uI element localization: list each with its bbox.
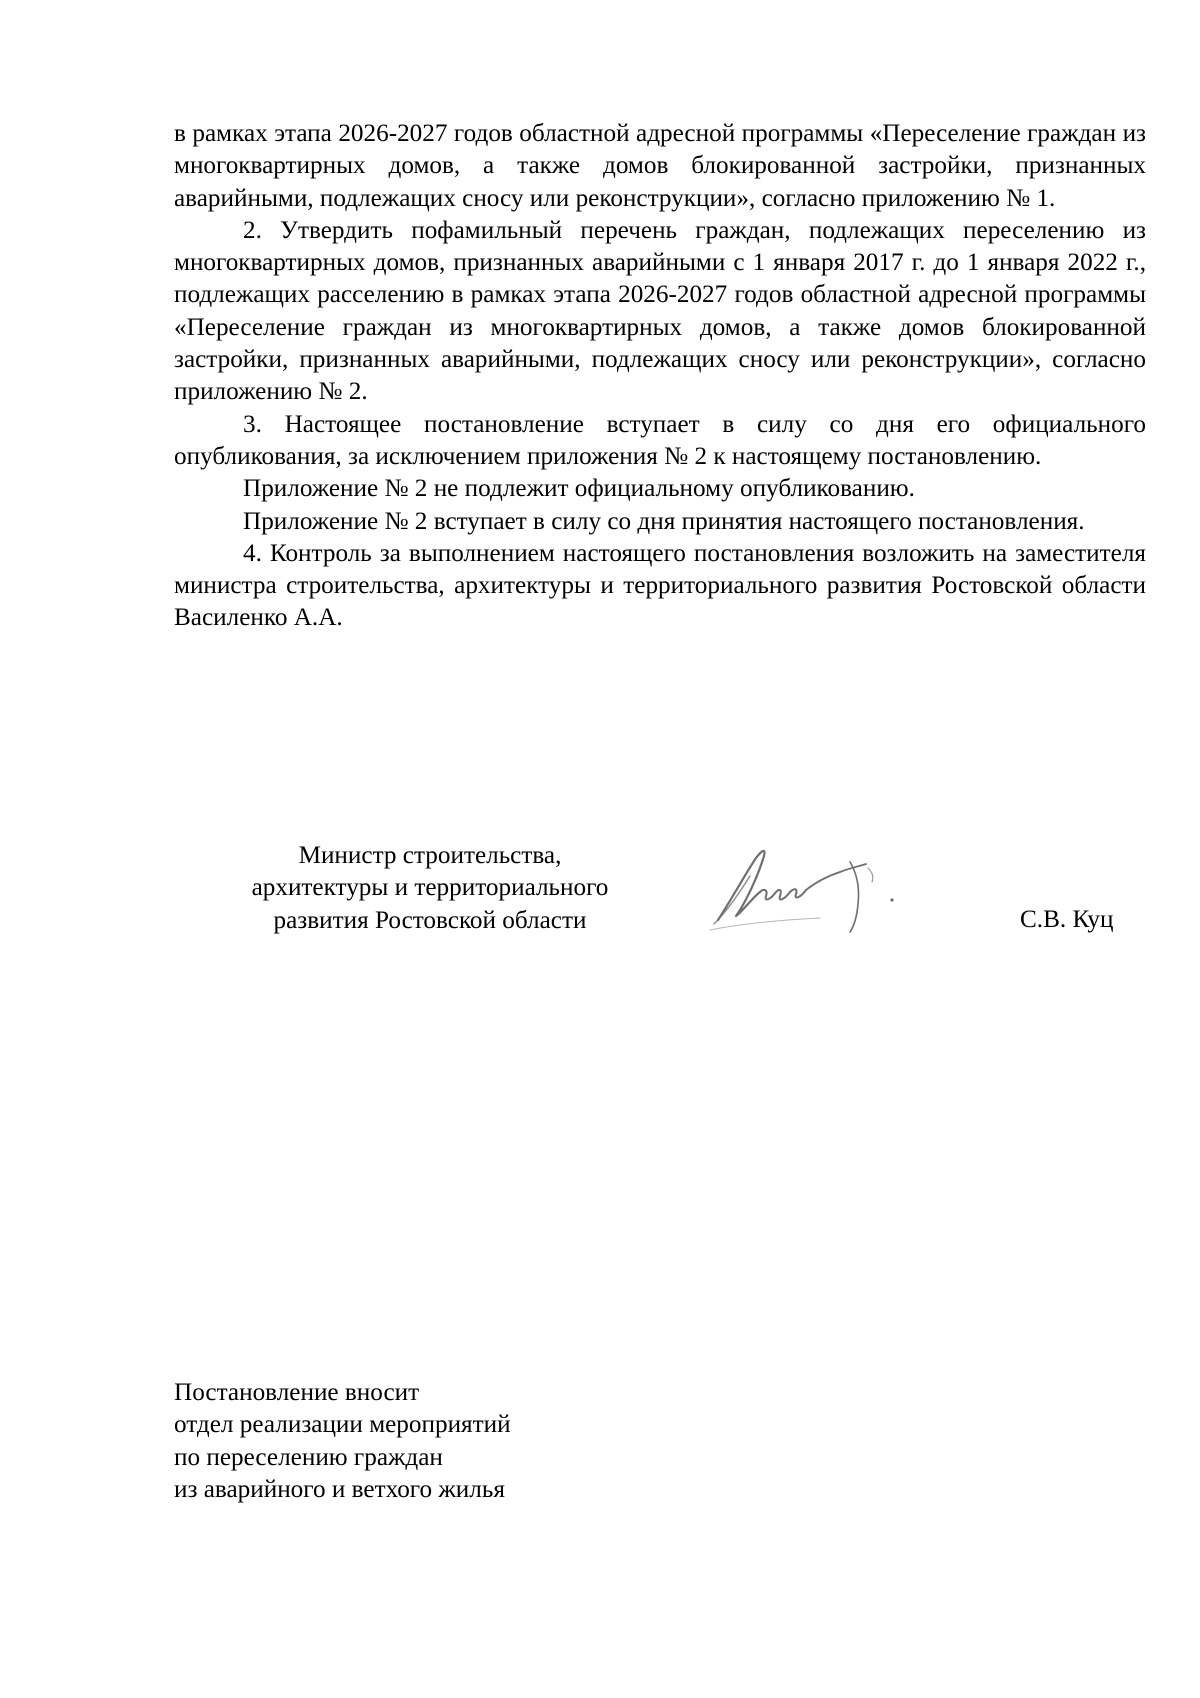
signer-title-line: архитектуры и территориального bbox=[251, 874, 609, 902]
prepared-by-line: по переселению граждан bbox=[174, 1443, 443, 1471]
prepared-by-line: Постановление вносит bbox=[174, 1379, 420, 1406]
handwritten-signature bbox=[700, 832, 920, 940]
signer-title bbox=[200, 840, 660, 937]
prepared-by-note bbox=[174, 1377, 511, 1506]
paragraph-1-continuation: в рамках этапа 2026-2027 годов областной адресной программы «Переселение граждан из многоквартирных домов, а также домов блокированной застройки, признанных аварийными, подлежащих сносу или реконструкции», согласно приложению № 1. bbox=[174, 120, 1146, 212]
paragraph-appendix-not-published: Приложение № 2 не подлежит официальному опубликованию. bbox=[243, 475, 915, 503]
paragraph-4: 4. Контроль за выполнением настоящего постановления возложить на заместителя министра строительства, архитектуры и территориального развития Ростовской области Василенко А.А. bbox=[174, 539, 1146, 632]
document-body bbox=[174, 118, 1146, 635]
prepared-by-line: отдел реализации мероприятий bbox=[174, 1411, 511, 1439]
signer-name: С.В. Куц bbox=[1020, 906, 1114, 933]
prepared-by-line: из аварийного и ветхого жилья bbox=[174, 1475, 505, 1503]
paragraph-3: 3. Настоящее постановление вступает в силу со дня его официального опубликования, за исключением приложения № 2 к настоящему постановлению. bbox=[174, 410, 1146, 470]
signer-title-line: Министр строительства, bbox=[298, 842, 562, 869]
signer-title-line: развития Ростовской области bbox=[273, 906, 587, 934]
paragraph-2: 2. Утвердить пофамильный перечень граждан, подлежащих переселению из многоквартирных домов, признанных аварийными с 1 января 2017 г. до 1 января 2022 г., подлежащих расселению в рамках этапа 2026-2027 годов областной адресной программы «Переселение граждан из многоквартирных домов, а также домов блокированной застройки, признанных аварийными, подлежащих сносу или реконструкции», согласно приложению № 2. bbox=[174, 216, 1146, 406]
paragraph-appendix-effective: Приложение № 2 вступает в силу со дня принятия настоящего постановления. bbox=[243, 507, 1085, 535]
